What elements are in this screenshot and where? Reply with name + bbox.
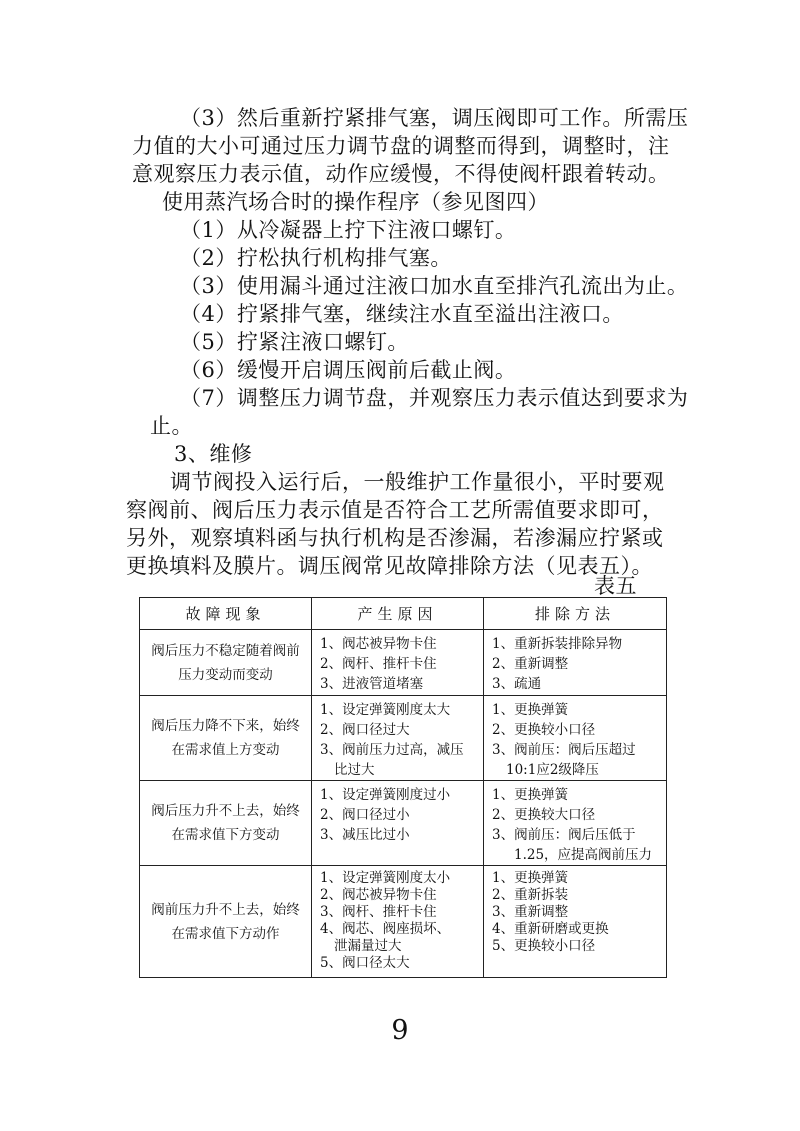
table-row xyxy=(140,781,667,866)
remedy-item-cont: 1.25，应提高阀前压力 xyxy=(514,847,653,863)
symptom-line: 阀后压力不稳定随着阀前 xyxy=(151,642,300,659)
remedy-item: 3、阀前压：阀后压低于 xyxy=(492,827,636,843)
remedy-cell xyxy=(484,696,667,781)
step-7: （7）调整压力调节盘，并观察压力表示值达到要求为 xyxy=(180,386,689,410)
section-heading-maintenance: 3、维修 xyxy=(174,442,253,466)
step-6: （6）缓慢开启调压阀前后截止阀。 xyxy=(180,358,517,382)
remedy-item: 3、阀前压：阀后压超过 xyxy=(492,742,636,758)
cause-item: 3、阀杆、推杆卡住 xyxy=(320,904,437,920)
cause-cell xyxy=(312,696,484,781)
symptom-cell xyxy=(140,866,312,978)
table-row xyxy=(140,866,667,978)
symptom-line: 阀后压力升不上去，始终 xyxy=(151,803,300,819)
remedy-item-cont: 10:1应2级降压 xyxy=(506,762,599,778)
cause-item: 4、阀芯、阀座损坏、 xyxy=(320,921,451,937)
maintenance-line-3: 另外，观察填料函与执行机构是否渗漏，若渗漏应拧紧或 xyxy=(126,526,664,550)
cause-item: 1、阀芯被异物卡住 xyxy=(320,636,437,652)
remedy-item: 2、重新调整 xyxy=(492,656,569,672)
para-line-2: 力值的大小可通过压力调节盘的调整而得到，调整时，注 xyxy=(132,134,670,158)
maintenance-line-2: 察阀前、阀后压力表示值是否符合工艺所需值要求即可， xyxy=(126,498,664,522)
cause-item-cont: 泄漏量过大 xyxy=(334,938,402,954)
maintenance-line-4: 更换填料及膜片。调压阀常见故障排除方法（见表五）。 xyxy=(126,554,653,578)
remedy-item: 4、重新研磨或更换 xyxy=(492,921,609,937)
section-heading-steam: 使用蒸汽场合时的操作程序（参见图四） xyxy=(162,190,549,214)
symptom-line: 在需求值下方动作 xyxy=(171,925,280,942)
remedy-item: 2、更换较小口径 xyxy=(492,722,596,738)
cause-item: 2、阀口径过小 xyxy=(320,807,410,823)
table-row xyxy=(140,630,667,696)
remedy-item: 2、重新拆装 xyxy=(492,887,569,903)
troubleshooting-table xyxy=(139,597,667,978)
step-7-cont: 止。 xyxy=(150,414,193,438)
step-4: （4）拧紧排气塞，继续注水直至溢出注液口。 xyxy=(180,302,624,326)
para-line-1: （3）然后重新拧紧排气塞，调压阀即可工作。所需压 xyxy=(180,106,689,130)
cause-item: 2、阀杆、推杆卡住 xyxy=(320,656,437,672)
remedy-item: 3、疏通 xyxy=(492,676,542,692)
remedy-item: 1、更换弹簧 xyxy=(492,787,569,803)
symptom-line: 在需求值下方变动 xyxy=(171,827,280,843)
symptom-line: 在需求值上方变动 xyxy=(171,742,280,758)
step-5: （5）拧紧注液口螺钉。 xyxy=(180,330,409,354)
cause-item: 3、减压比过小 xyxy=(320,827,410,843)
table-header-row xyxy=(140,598,667,630)
remedy-item: 1、重新拆装排除异物 xyxy=(492,636,623,652)
page-number: 9 xyxy=(391,1015,409,1046)
header-remedy: 排除方法 xyxy=(484,598,667,630)
remedy-item: 2、更换较大口径 xyxy=(492,807,596,823)
cause-cell xyxy=(312,866,484,978)
remedy-cell xyxy=(484,630,667,696)
cause-cell xyxy=(312,781,484,866)
remedy-item: 5、更换较小口径 xyxy=(492,938,596,954)
remedy-item: 1、更换弹簧 xyxy=(492,702,569,718)
remedy-item: 1、更换弹簧 xyxy=(492,870,569,886)
symptom-line: 压力变动而变动 xyxy=(178,666,273,683)
remedy-item: 3、重新调整 xyxy=(492,904,569,920)
cause-item: 5、阀口径太大 xyxy=(320,955,410,971)
cause-item-cont: 比过大 xyxy=(334,762,375,778)
cause-item: 3、进液管道堵塞 xyxy=(320,676,424,692)
symptom-cell xyxy=(140,630,312,696)
remedy-cell xyxy=(484,781,667,866)
step-2: （2）拧松执行机构排气塞。 xyxy=(180,246,452,270)
symptom-cell xyxy=(140,696,312,781)
cause-item: 3、阀前压力过高，减压 xyxy=(320,742,464,758)
symptom-cell xyxy=(140,781,312,866)
header-cause: 产生原因 xyxy=(312,598,484,630)
header-symptom: 故障现象 xyxy=(140,598,312,630)
table-row xyxy=(140,696,667,781)
cause-item: 2、阀口径过大 xyxy=(320,722,410,738)
cause-item: 2、阀芯被异物卡住 xyxy=(320,887,437,903)
maintenance-line-1: 调节阀投入运行后，一般维护工作量很小，平时要观 xyxy=(170,470,665,494)
cause-item: 1、设定弹簧刚度太大 xyxy=(320,702,451,718)
symptom-line: 阀后压力降不下来，始终 xyxy=(151,718,300,734)
symptom-line: 阀前压力升不上去，始终 xyxy=(151,901,300,918)
step-3: （3）使用漏斗通过注液口加水直至排汽孔流出为止。 xyxy=(180,274,689,298)
cause-item: 1、设定弹簧刚度太小 xyxy=(320,870,451,886)
remedy-cell xyxy=(484,866,667,978)
cause-cell xyxy=(312,630,484,696)
table-caption: 表五 xyxy=(594,574,637,598)
step-1: （1）从冷凝器上拧下注液口螺钉。 xyxy=(180,218,517,242)
para-line-3: 意观察压力表示值，动作应缓慢，不得使阀杆跟着转动。 xyxy=(132,162,670,186)
cause-item: 1、设定弹簧刚度过小 xyxy=(320,787,451,803)
